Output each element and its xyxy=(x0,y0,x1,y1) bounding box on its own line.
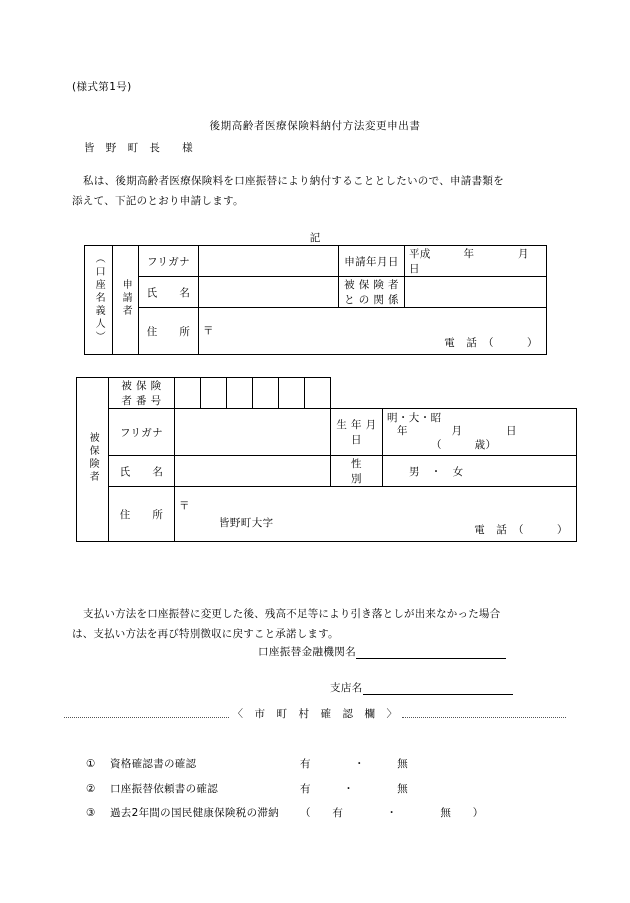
insured-address-value: 皆野町大字 xyxy=(219,517,274,529)
checklist-text: 過去2年間の国民健康保険税の滞納 xyxy=(110,807,279,820)
branch-name-label: 支店名 xyxy=(330,682,363,694)
checklist-number: ③ xyxy=(86,807,96,820)
application-date-field[interactable]: 平成 年 月 日 xyxy=(405,246,547,277)
intro-line-2: 添えて、下記のとおり申請します。 xyxy=(72,194,244,207)
insured-vertical-label: 被保険者 xyxy=(77,378,109,542)
consent-note-line-2: は、支払い方法を再び特別徴収に戻すこと承諾します。 xyxy=(72,627,339,640)
checklist-options[interactable]: 有 ・ 無 xyxy=(300,782,408,795)
birth-date-label-line2: 日 xyxy=(351,434,362,446)
checklist-options[interactable]: 有 ・ 無 xyxy=(300,758,408,770)
insured-number-label-line2: 者 番 号 xyxy=(121,395,162,407)
applicant-tel-label: 電 話 （ ） xyxy=(444,337,538,349)
branch-name-field[interactable] xyxy=(363,681,513,695)
applicant-address-field[interactable] xyxy=(199,308,547,355)
insured-number-digit[interactable] xyxy=(227,378,253,409)
applicant-furigana-field[interactable] xyxy=(199,246,339,277)
applicant-name-label: 氏 名 xyxy=(139,277,199,308)
list-item xyxy=(86,801,556,826)
checklist-options[interactable]: （ 有 ・ 無 ） xyxy=(300,807,484,820)
spacer-cell xyxy=(383,378,577,409)
confirmation-checklist xyxy=(86,752,556,826)
table-row xyxy=(85,308,547,355)
birth-date-label-line1: 生 年 月 xyxy=(336,419,377,431)
insured-number-label xyxy=(109,378,175,409)
applicant-name-field[interactable] xyxy=(199,277,339,308)
addressee: 皆 野 町 長 様 xyxy=(84,142,193,154)
sex-field[interactable]: 男 ・ 女 xyxy=(383,456,577,487)
birth-date-field[interactable] xyxy=(383,409,577,456)
spacer-cell xyxy=(331,378,383,409)
insured-number-digit[interactable] xyxy=(279,378,305,409)
relation-field[interactable] xyxy=(405,277,547,308)
branch-name-row xyxy=(330,680,513,695)
insured-person-table xyxy=(76,377,577,542)
insured-number-digit[interactable] xyxy=(305,378,331,409)
applicant-account-holder-label: （口座名義人） xyxy=(85,246,113,355)
relation-label-line1: 被 保 険 者 xyxy=(344,279,399,291)
bank-name-label: 口座振替金融機関名 xyxy=(258,646,357,658)
checklist-number: ② xyxy=(86,782,96,795)
birth-date-label xyxy=(331,409,383,456)
birth-date-value: 年 月 日 xyxy=(397,425,517,438)
ki-mark: 記 xyxy=(309,232,321,244)
confirmation-divider xyxy=(60,706,570,721)
insured-name-label: 氏 名 xyxy=(109,456,175,487)
postal-mark-icon: 〒 xyxy=(203,324,214,337)
insured-address-field[interactable] xyxy=(175,487,577,542)
insured-furigana-field[interactable] xyxy=(175,409,331,456)
table-row xyxy=(77,456,577,487)
checklist-text: 口座振替依頼書の確認 xyxy=(110,782,218,795)
table-row xyxy=(85,277,547,308)
list-item xyxy=(86,752,556,777)
checklist-number: ① xyxy=(86,758,96,770)
divider-right xyxy=(402,709,567,718)
birth-age: （ 歳） xyxy=(431,438,497,451)
page-title: 後期高齢者医療保険料納付方法変更申出書 xyxy=(209,120,421,132)
list-item xyxy=(86,777,556,802)
table-row xyxy=(77,487,577,542)
insured-furigana-label: フリガナ xyxy=(109,409,175,456)
applicant-address-label: 住 所 xyxy=(139,308,199,355)
consent-note xyxy=(72,605,562,645)
checklist-text: 資格確認書の確認 xyxy=(110,758,197,770)
bank-name-field[interactable] xyxy=(356,645,506,659)
applicant-furigana-label: フリガナ xyxy=(139,246,199,277)
table-row xyxy=(77,409,577,456)
insured-number-label-line1: 被 保 険 xyxy=(121,380,162,392)
applicant-table xyxy=(84,245,573,355)
insured-number-digit[interactable] xyxy=(201,378,227,409)
bank-name-row xyxy=(258,644,506,659)
consent-note-line-1: 支払い方法を口座振替に変更した後、残高不足等により引き落としが出来なかった場合 xyxy=(83,608,501,620)
insured-tel-label: 電 話 （ ） xyxy=(474,524,568,536)
sex-label: 性 別 xyxy=(331,456,383,487)
relation-label-line2: と の 関 係 xyxy=(344,294,399,306)
divider-left xyxy=(64,709,229,718)
table-row xyxy=(77,378,577,409)
form-code: (様式第1号) xyxy=(72,81,132,93)
table-row xyxy=(85,246,547,277)
confirmation-header: 〈 市 町 村 確 認 欄 〉 xyxy=(232,708,398,720)
relation-label xyxy=(339,277,405,308)
intro-line-1: 私は、後期高齢者医療保険料を口座振替により納付することとしたいので、申請書類を xyxy=(83,175,504,187)
insured-number-digit[interactable] xyxy=(253,378,279,409)
application-date-label: 申請年月日 xyxy=(339,246,405,277)
insured-number-digit[interactable] xyxy=(175,378,201,409)
birth-era: 明・大・昭 xyxy=(387,412,442,425)
applicant-label: 申請者 xyxy=(113,246,139,355)
insured-name-field[interactable] xyxy=(175,456,331,487)
insured-address-label: 住 所 xyxy=(109,487,175,542)
postal-mark-icon: 〒 xyxy=(179,500,190,512)
intro-paragraph xyxy=(72,172,558,212)
